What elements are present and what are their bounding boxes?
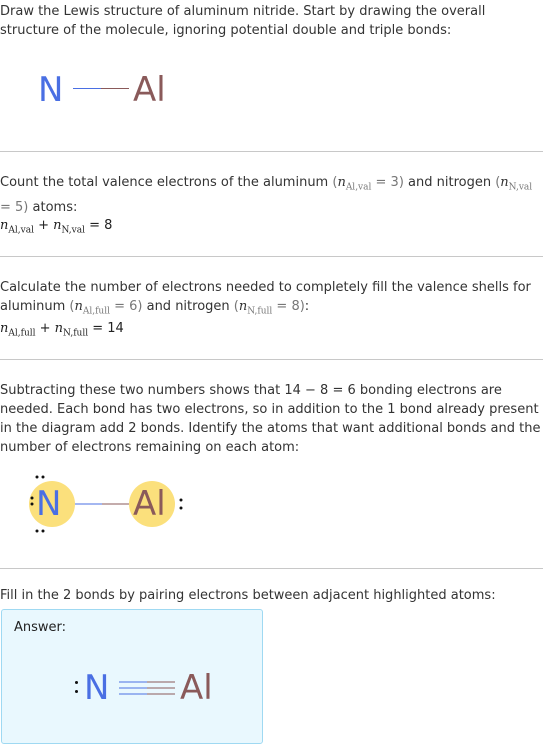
step2-text: Count the total valence electrons of the aluminum $(n_{Al,val} = 3)$ and nitrogen $(n_{N,val} = 5)$ atoms: [0, 175, 533, 215]
lone-pair-dot [31, 503, 34, 506]
lone-pair-dot [36, 530, 39, 533]
lone-pair-dot [180, 499, 183, 502]
step1-text: Draw the Lewis structure of aluminum nitride. Start by drawing the overall structure of the molecule, ignoring potential double and triple bonds: [0, 4, 486, 38]
answer-box [1, 609, 263, 744]
divider [0, 568, 543, 569]
divider [0, 256, 543, 257]
step3-text: Calculate the number of electrons needed to completely fill the valence shells for aluminum $(n_{Al,full} = 6)$ and nitrogen $(n_{N,full} = 8)$: [0, 280, 531, 317]
answer-label: Answer: [14, 620, 67, 635]
single-bond [73, 87, 129, 90]
nitrogen-atom: N [38, 70, 64, 110]
divider [0, 151, 543, 152]
aluminum-atom: Al [133, 70, 166, 110]
lone-pair-dot [180, 507, 183, 510]
lone-pair-dot [42, 476, 45, 479]
step4-text: Subtracting these two numbers shows that 14 − 8 = 6 bonding electrons are needed. Each bond has two electrons, so in addition to the 1 bond already present in the diagram add 2 bonds. Identify the atoms that want additional bonds and the number of electrons remaining on each atom: [0, 383, 541, 455]
lone-pair-dot [75, 690, 78, 693]
step5-text: Fill in the 2 bonds by pairing electrons between adjacent highlighted atoms: [0, 588, 496, 603]
nitrogen-atom: N [84, 668, 110, 708]
triple-bond [119, 679, 175, 699]
aluminum-atom: Al [180, 668, 213, 708]
lone-pair-dot [31, 497, 34, 500]
lone-pair-dot [36, 476, 39, 479]
full-shell-sum-equation: $n_{Al,full} + n_{N,full} = 14$ [0, 321, 124, 339]
nitrogen-atom: N [36, 484, 62, 524]
valence-sum-equation: $n_{Al,val} + n_{N,val} = 8$ [0, 218, 113, 236]
aluminum-atom: Al [133, 484, 166, 524]
divider [0, 359, 543, 360]
lone-pair-dot [42, 530, 45, 533]
lone-pair-dot [75, 681, 78, 684]
